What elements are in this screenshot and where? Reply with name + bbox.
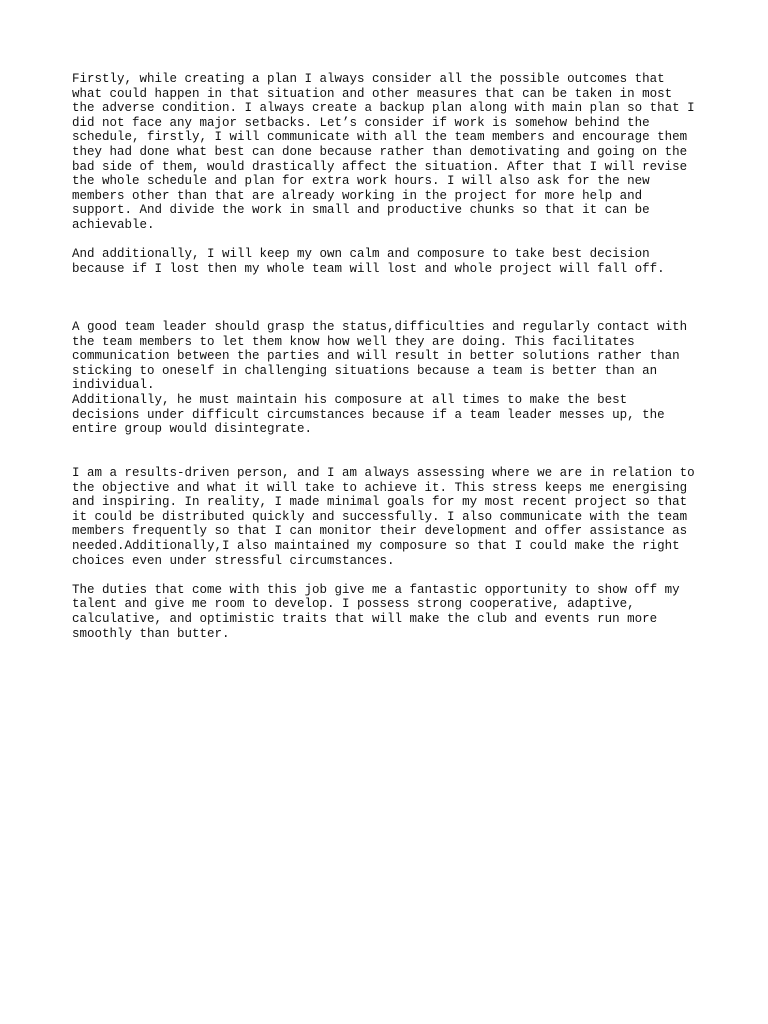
- paragraph-spacer: [72, 568, 712, 583]
- paragraph-results-driven: I am a results-driven person, and I am always assessing where we are in relation to the objective and what it will take to achieve it. This stress keeps me energising and inspiring. In reality, I made minimal goals for my most recent project so that it could be distributed quickly and successfully. I also communicate with the team members frequently so that I can monitor their development and offer assistance as needed.Additionally,I also maintained my composure so that I could make the right choices even under stressful circumstances.: [72, 466, 695, 568]
- paragraph-spacer: [72, 233, 712, 248]
- paragraph-team-leader: A good team leader should grasp the status,difficulties and regularly contact with the team members to let them know how well they are doing. This facilitates communication between the parties and will result in better solutions rather than sticking to oneself in challenging situations because a team is better than an individual. Additionally, he must maintain his composure at all times to make the best decisions under difficult circumstances because if a team leader messes up, the entire group would disintegrate.: [72, 320, 688, 437]
- paragraph-spacer: [72, 276, 712, 320]
- document-page: [72, 72, 712, 641]
- paragraph-backup-plan: Firstly, while creating a plan I always consider all the possible outcomes that what could happen in that situation and other measures that can be taken in most the adverse condition. I always create a backup plan along with main plan so that I did not face any major setbacks. Let’s consider if work is somehow behind the schedule, firstly, I will communicate with all the team members and encourage them they had done what best can done because rather than demotivating and going on the bad side of them, would drastically affect the situation. After that I will revise the whole schedule and plan for extra work hours. I will also ask for the new members other than that are already working in the project for more help and support. And divide the work in small and productive chunks so that it can be achievable.: [72, 72, 695, 232]
- paragraph-spacer: [72, 437, 712, 466]
- paragraph-composure: And additionally, I will keep my own calm and composure to take best decision because if I lost then my whole team will lost and whole project will fall off.: [72, 247, 665, 276]
- paragraph-duties: The duties that come with this job give me a fantastic opportunity to show off my talent and give me room to develop. I possess strong cooperative, adaptive, calculative, and optimistic traits that will make the club and events run more smoothly than butter.: [72, 582, 680, 641]
